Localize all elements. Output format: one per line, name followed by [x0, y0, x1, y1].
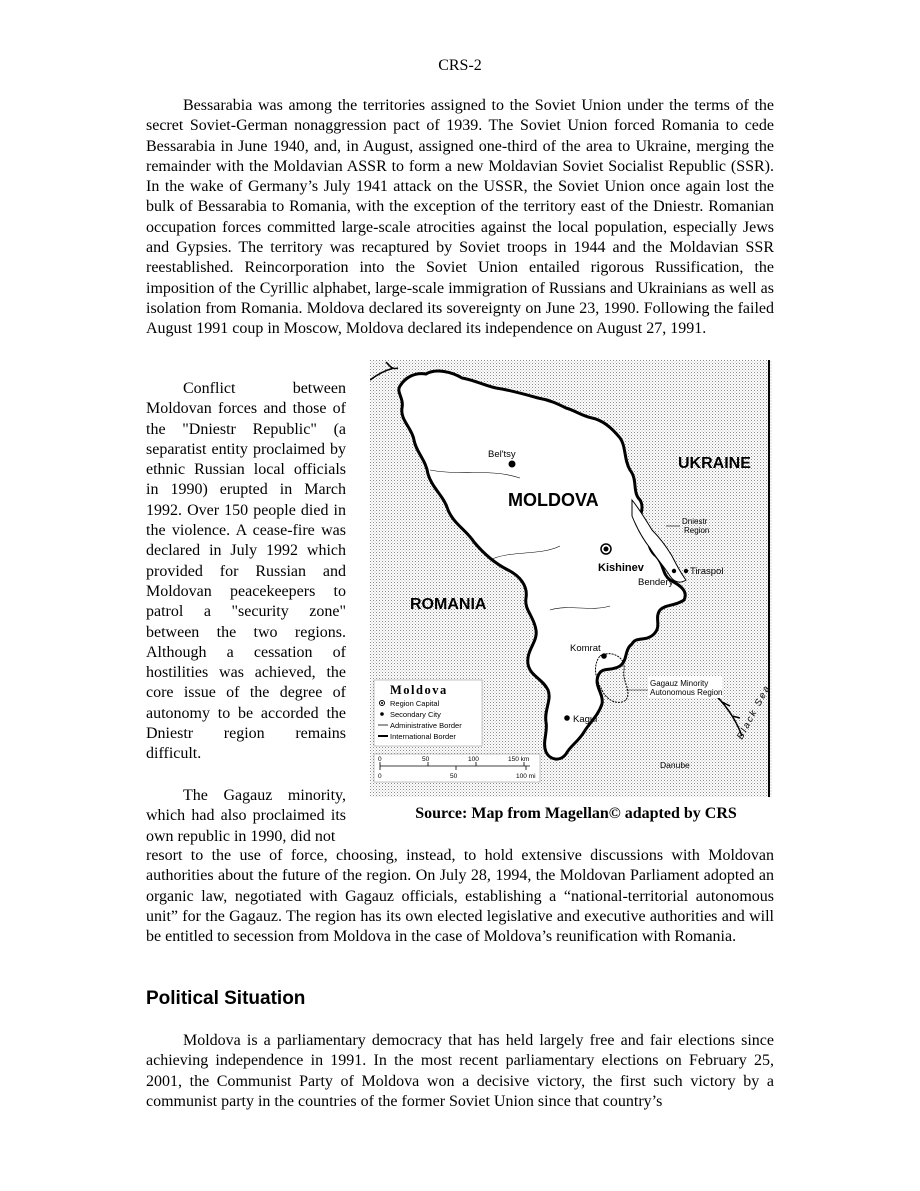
legend-intl: International Border: [390, 732, 456, 741]
paragraph-gagauz-start: The Gagauz minority, which had also proclaimed its own republic in 1990, did not: [146, 787, 346, 845]
label-kishinev: Kishinev: [598, 562, 644, 574]
moldova-map: [370, 360, 772, 797]
capital-dot-kishinev: [604, 547, 609, 552]
label-romania: ROMANIA: [410, 596, 487, 613]
scale-km-50: 50: [422, 756, 430, 763]
city-dot-tiraspol: [684, 569, 688, 573]
section-heading-political-situation: Political Situation: [146, 988, 306, 1009]
page-number: CRS-2: [438, 57, 482, 74]
city-dot-komrat: [601, 653, 607, 659]
scale-km-0: 0: [378, 756, 382, 763]
legend-capital-icon-center: [381, 702, 383, 704]
legend-capital: Region Capital: [390, 699, 440, 708]
label-tiraspol: Tiraspol: [690, 566, 724, 577]
label-dniestr-1: Dniestr: [682, 517, 708, 526]
label-beltsy: Bel'tsy: [488, 449, 516, 460]
label-moldova: MOLDOVA: [508, 490, 599, 510]
paragraph-bessarabia: Bessarabia was among the territories assigned to the Soviet Union under the terms of the secret Soviet-German nonaggression pact of 1939. The Soviet Union forced Romania to cede Bessarabia in June 1940, and, in August, assigned one-third of the area to Ukraine, merging the remainder with the Moldavian ASSR to form a new Moldavian Soviet Socialist Republic (SSR). In the wake of Germany’s July 1941 attack on the USSR, the Soviet Union once again lost the bulk of Bessarabia to Romania, with the exception of the territory east of the Dniestr. Romanian occupation forces committed large-scale atrocities against the local population, especially Jews and Gypsies. The territory was recaptured by Soviet troops in 1944 and the Moldavian SSR reestablished. Reincorporation into the Soviet Union entailed rigorous Russification, the imposition of the Cyrillic alphabet, large-scale immigration of Russians and Ukrainians as well as isolation from Romania. Moldova declared its sovereignty on June 23, 1990. Following the failed August 1991 coup in Moscow, Moldova declared its independence on August 27, 1991.: [146, 97, 774, 338]
scale-mi-0: 0: [378, 773, 382, 780]
label-danube: Danube: [660, 760, 690, 770]
label-black-sea: Black Sea: [734, 682, 772, 742]
scale-mi-50: 50: [450, 773, 458, 780]
scale-km-100: 100: [468, 756, 479, 763]
label-gagauz-2: Autonomous Region: [650, 688, 723, 697]
label-gagauz-1: Gagauz Minority: [650, 679, 709, 688]
legend-title: Moldova: [390, 683, 448, 697]
city-dot-bendery: [672, 569, 676, 573]
paragraph-gagauz-continued: resort to the use of force, choosing, instead, to hold extensive discussions with Moldovan authorities about the future of the region. On July 28, 1994, the Moldovan Parliament adopted an organic law, negotiated with Gagauz officials, establishing a “national-territorial autonomous unit” for the Gagauz. The region has its own elected legislative and executive authorities and will be entitled to secession from Moldova in the case of Moldova’s reunification with Romania.: [146, 847, 774, 946]
map-caption: Source: Map from Magellan© adapted by CRS: [415, 805, 737, 822]
scale-mi-100: 100 mi: [516, 773, 536, 780]
legend-admin: Administrative Border: [390, 721, 462, 730]
label-dniestr-2: Region: [684, 526, 710, 535]
label-kagul: Kagul: [573, 714, 598, 725]
paragraph-political-situation: Moldova is a parliamentary democracy that has held largely free and fair elections since achieving independence in 1991. In the most recent parliamentary elections on February 25, 2001, the Communist Party of Moldova won a decisive victory, the first such victory by a communist party in the countries of the former Soviet Union since that country’s: [146, 1032, 774, 1110]
legend-city-icon: [380, 712, 384, 716]
city-dot-beltsy: [509, 461, 516, 468]
legend-city: Secondary City: [390, 710, 441, 719]
label-bendery: Bendery: [638, 577, 674, 588]
city-dot-kagul: [564, 715, 570, 721]
paragraph-conflict: Conflict between Moldovan forces and those of the "Dniestr Republic" (a separatist entity proclaimed by ethnic Russian local officials in 1990) erupted in March 1992. Over 150 people died in the violence. A cease-fire was declared in July 1992 which provided for Russian and Moldovan peacekeepers to patrol a "security zone" between the two regions. Although a cessation of hostilities was achieved, the core issue of the degree of autonomy to be accorded the Dniestr region remains difficult.: [146, 380, 346, 763]
label-ukraine: UKRAINE: [678, 455, 751, 472]
scale-km-150: 150 km: [508, 756, 530, 763]
label-komrat: Komrat: [570, 643, 601, 654]
